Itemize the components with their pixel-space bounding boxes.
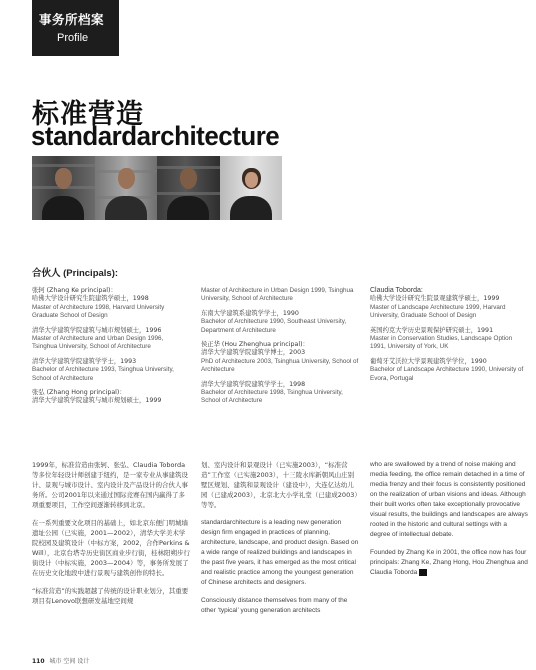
- degree-line: Master of Landscape Architecture 1999, Harvard University, Graduate School of Design: [370, 303, 506, 320]
- principal-name: Claudia Toborda:: [370, 287, 423, 294]
- page-footer: [32, 656, 89, 665]
- body-paragraph: “标准营造”的实践超越了传统的设计职业划分，其重要项目有Lenovo联想研发基地空间规: [32, 587, 189, 605]
- body-column-1: [32, 460, 190, 614]
- body-paragraph-text: Founded by Zhang Ke in 2001, the office now has four principals: Zhang Ke, Zhang Hong, Hou Zhenghua and Claudia Toborda: [370, 549, 528, 576]
- principal-block: [370, 327, 528, 352]
- principals-column-3: [370, 287, 528, 389]
- body-column-3: [370, 460, 528, 586]
- principal-block: [32, 327, 188, 352]
- degree-line: Bachelor of Architecture 1993, Tsinghua University, School of Architecture: [32, 366, 174, 382]
- degree-line: 哈佛大学设计研究生院景观建筑学硕士，1999: [370, 295, 500, 303]
- degree-line: 清华大学建筑学院建筑与城市规划硕士，1996: [32, 326, 162, 334]
- magazine-name: 城市 空间 设计: [49, 658, 90, 665]
- page-number: 110: [32, 658, 45, 665]
- degree-line: 东南大学建筑系建筑学学士，1990: [201, 309, 299, 317]
- principal-name: 侯正华 (Hou Zhenghua principal)：: [201, 341, 309, 349]
- principals-heading: 合伙人 (Principals):: [32, 268, 119, 279]
- degree-line: Master of Architecture in Urban Design 1999, Tsinghua University, School of Architecture: [201, 287, 354, 303]
- degree-line: 清华大学建筑学院建筑学博士，2003: [201, 349, 306, 357]
- degree-line: Bachelor of Architecture 1998, Tsinghua University, School of Architecture: [201, 389, 343, 405]
- portrait-hou-zhenghua: [157, 156, 220, 220]
- portrait-claudia-toborda: [220, 156, 283, 220]
- section-tab-cn: 事务所档案: [39, 12, 105, 27]
- portrait-zhang-hong: [95, 156, 158, 220]
- body-paragraph: Consciously distance themselves from many of the other ‘typical’ young generation architects: [201, 597, 348, 614]
- degree-line: 清华大学建筑学院建筑学学士，1998: [201, 380, 306, 388]
- portrait-zhang-ke: [32, 156, 95, 220]
- degree-line: Bachelor of Landscape Architecture 1990, University of Evora, Portugal: [370, 366, 524, 382]
- degree-line: Master of Architecture 1998, Harvard University Graduate School of Design: [32, 303, 165, 320]
- degree-line: 英国约克大学历史景观保护研究硕士，1991: [370, 326, 494, 334]
- principal-block: [201, 287, 359, 304]
- principal-block: [32, 389, 188, 406]
- degree-line: Master of Architecture and Urban Design 1996, Tsinghua University, School of Architecture: [32, 335, 164, 351]
- principal-block: [370, 358, 528, 383]
- body-paragraph: who are swallowed by a trend of noise making and media feeding, the office remain detached in a time of media frenzy and their focus is consistently positioned on the realization of urban visions and ideas. Although their built works often take exceptionally provocative visual results, the buildings and landscapes are always rooted in the historic and cultural settings with a degree of intellectual debate.: [370, 461, 528, 538]
- body-paragraph: 在一系列重要文化项目的基础上，如北京东便门明城墙遗址公园（已实施，2001—2002），清华大学美术学院校园及建筑设计（中标方案，2002，合作Perkins & Will），北京台塔寺历史街区商业步行街，桂林阳朔步行街设计（中标实施，2003—2004）等，事务所发展了在历史文化地段中进行景观与建筑创作的特长。: [32, 519, 190, 577]
- body-paragraph: 划、室内设计和景观设计（已实施2003），“标准营造”工作室（已实施2003），十三陵水库新朝风山庄别墅区规划、建筑和景观设计（建设中），大连亿达幼儿园（已建成2003），北京北大小学礼堂（已建成2003）等等。: [201, 461, 358, 509]
- principals-column-1: [32, 287, 188, 412]
- body-column-2: [201, 460, 359, 624]
- body-paragraph: standardarchitecture is a leading new generation design firm engaged in practices of planning, architecture, landscape, and product design. Based on a wide range of realized buildings and landscapes in the past five years, it has emerged as the most critical and realistic practice among the youngest generation of Chinese architects and designers.: [201, 519, 359, 586]
- principal-block: [201, 381, 359, 406]
- degree-line: 清华大学建筑学院建筑与城市规划硕士，1999: [32, 397, 162, 405]
- section-tab-en: Profile: [57, 32, 89, 44]
- principal-block: [370, 287, 528, 321]
- degree-line: Master in Conservation Studies, Landscape Option 1991, University of York, UK: [370, 335, 513, 351]
- body-paragraph: 1999年，标准营造由张轲、张弘、Claudia Toborda等多位年轻设计师创建于纽约，是一家专业从事建筑设计、景观与城市设计、室内设计及产品设计的合伙人事务所。公司2001年以来通过国际竞赛在国内赢得了多项重要项目，工作空间逐渐转移到北京。: [32, 461, 188, 509]
- principal-name: 张弘 (Zhang Hong principal)：: [32, 389, 126, 397]
- principals-column-2: [201, 287, 359, 412]
- end-mark-icon: [419, 569, 427, 576]
- page-title-cn: 标准营造: [32, 99, 144, 130]
- degree-line: Bachelor of Architecture 1990, Southeast University, Department of Architecture: [201, 318, 347, 334]
- principal-block: [32, 287, 188, 321]
- principal-block: [32, 358, 188, 383]
- degree-line: PhD of Architecture 2003, Tsinghua University, School of Architecture: [201, 357, 359, 374]
- principal-block: [201, 310, 359, 335]
- body-paragraph: [370, 548, 528, 578]
- degree-line: 清华大学建筑学院建筑学学士，1993: [32, 357, 137, 365]
- principal-block: [201, 341, 359, 375]
- principals-photo-strip: [32, 156, 282, 220]
- degree-line: 哈佛大学设计研究生院建筑学硕士，1998: [32, 295, 149, 303]
- degree-line: 葡萄牙艾沃拉大学景观建筑学学位，1990: [370, 357, 487, 365]
- principal-name: 张轲 (Zhang Ke principal)：: [32, 287, 117, 294]
- page-title-en: standardarchitecture: [31, 121, 280, 151]
- section-tab: [32, 0, 119, 56]
